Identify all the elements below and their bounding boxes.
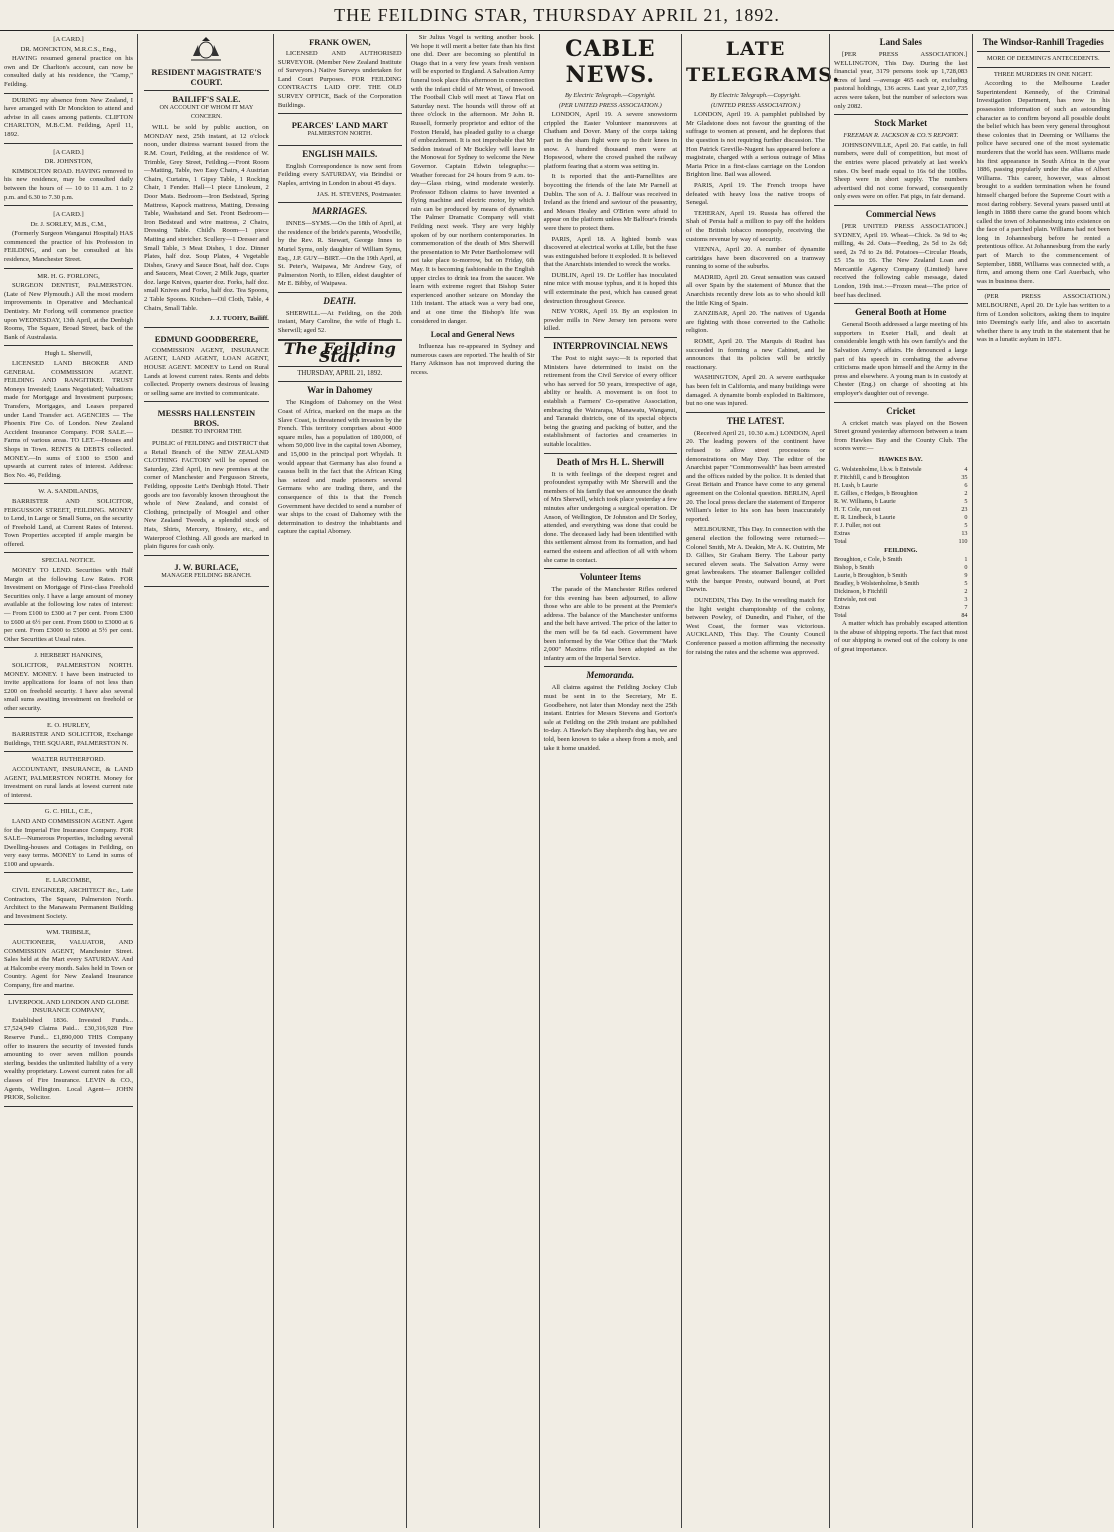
runs: 7 [964, 604, 968, 612]
ad-title: Hugh L. Sherwill, [44, 350, 93, 358]
ad-title: WM. TRIBBLE, [46, 929, 91, 937]
left-ad [4, 349, 133, 484]
left-ad [4, 34, 133, 94]
page-columns [140, 34, 1114, 1528]
mails-sign: JAS. H. STEVENS, Postmaster. [316, 190, 402, 198]
column-late-telegrams [681, 34, 840, 1528]
cable-item: PARIS, April 18. A lighted bomb was discovered at electrical works at Lille, but the fuse was extinguished before it exploded. It is believed that the Anarchists intended to wreck the works. [543, 235, 678, 269]
late-banner: LATE TELEGRAMS. [686, 38, 840, 86]
hallenstein-title: MESSRS HALLENSTEIN BROS. [157, 408, 256, 429]
column-local [406, 34, 539, 1528]
cricket-score-row [834, 490, 967, 498]
ad-title: DR. MONCKTON, M.R.C.S., Eng., [20, 45, 117, 53]
ad-body: Established 1836. Invested Funds... £7,524,949 Claims Paid... £30,316,928 Fire Reserve Fund... £1,890,000 THIS Company offer to insurers the security of invested funds amounting to over seven million pounds sterling, besides the unlimited liability of a very wealthy proprietary. Lowest current rates for all classes of Fire Insurance. LEVIN & CO., Agents, Wellington. Local Agent— JOHN PRIOR, Solicitor. [4, 1016, 133, 1102]
stock-title: Stock Market [874, 118, 928, 129]
batsman: Broughton, c Cole, b Smith [834, 556, 903, 564]
deeming-footer: (PER PRESS ASSOCIATION.) MELBOURNE, April 20. Dr Lyle has written to a firm of London solicitors, asking them to inquire into Deeming's early life, and also to ascertain whether there is any truth in the statement that he was in a lunatic asylum in 1871. [976, 293, 1110, 344]
cricket-score-row [834, 556, 967, 564]
batsman: Bradley, b Wolstenholme, b Smith [834, 580, 919, 588]
runs: 5 [964, 521, 968, 529]
runs: 3 [964, 596, 968, 604]
deeming-sub2: THREE MURDERS IN ONE NIGHT. [993, 70, 1093, 78]
court-title: RESIDENT MAGISTRATE'S COURT. [151, 67, 262, 87]
cable-item: DUBLIN, April 19. Dr Loffler has inoculated nine mice with mouse typhus, and it is hoped this will exterminate the pest, which has caused great destruction throughout Greece. [543, 271, 678, 305]
telegram-item: VIENNA, April 20. A number of dynamite cartridges have been discovered on a tramway running to some of the suburbs. [686, 246, 826, 271]
deeming-body: According to the Melbourne Leader Superintendent Kennedy, of the Criminal Investigation Department, has now in his possession information of such an astounding character as to confirm beyond all possible doubt the belief which has been very general throughout these colonies that in Deeming or Williams the police have secured one of the most systematic murderers that the world has seen. Williams made his first appearance in South Africa in the year 1886, passing popularly under the alias of Albert Williams. This career, however, was almost brought to a sudden termination when he found himself charged before the Supreme Court with a most daring robbery. Several years passed until at length in 1888 there came the grand boom which called the town of Johannesburg into existence on the face of a parched plain. Williams had not been long in Johannesburg before he rented a pretentious office. At Johannesburg from the early part of March to the commencement of September, 1888, Williams was connected with, a firm, and among them one Carl Auerbach, who was in business there. [976, 80, 1110, 285]
runs: 0 [964, 564, 968, 572]
deeming-sub1: MORE OF DEEMING'S ANTECEDENTS. [986, 55, 1100, 62]
batsman: E. Gillies, c Hedges, b Broughton [834, 489, 918, 497]
ad-body: BARRISTER AND SOLICITOR, Exchange Buildings, THE SQUARE, PALMERSTON N. [4, 731, 133, 747]
ad-title: G. C. HILL, C.E., [44, 808, 93, 816]
paper-lead: War in Dahomey [307, 385, 373, 396]
batsman: G. Wolstenholme, l.b.w. b Entwisle [834, 465, 922, 473]
volunteer-title: Volunteer Items [579, 572, 641, 583]
left-ad [4, 876, 133, 925]
column-deeming [972, 34, 1114, 1528]
commercial-body: [PER UNITED PRESS ASSOCIATION.] SYDNEY, April 19. Wheat—Chick. 3s 9d to 4s; milling, 4s 2d. Oats—Feeding, 2s 5d to 2s 6d; seed, 2s 7d to 2s 8d. Potatoes—Circular Heads, £5 15s to £6. The New Zealand Loan and Mercantile Agency Company (Limited) have received the following cable message, dated London, 19th inst.:—Frozen meat—The price of beef has declined. [834, 222, 968, 299]
cricket-tail: A matter which has probably escaped attention is the abuse of shipping reports. The fact that most of our shipping is owned out of the colony is one of great importance. [834, 620, 968, 653]
court-sub: BAILIFF'S SALE. [172, 94, 241, 104]
ad-body: CIVIL ENGINEER, ARCHITECT &c., Late Contractors, The Square, Palmerston North. Architect to the Manawatu Permanent Building and Investment Society. [4, 887, 133, 920]
cable-item: NEW YORK, April 19. By an explosion in powder mills in New Jersey ten persons were killed. [543, 308, 678, 333]
cricket-title: Cricket [886, 405, 916, 416]
cricket-score-row [834, 564, 967, 572]
ad-title: SPECIAL NOTICE. [41, 557, 96, 565]
telegram-item: LONDON, April 19. A pamphlet published by Mr Gladstone does not favour the granting of the suffrage to women at present, and he deplores that the question is not requiring further discussion. The Hon Patrick Greville-Nugent has appeared before a magistrate, charged with a serious outrage of Miss Maria Price in a first-class carriage on the London Brighton line. Bail was allowed. [686, 111, 826, 179]
late-byline: By Electric Telegraph.—Copyright. [710, 92, 801, 99]
ad-title: W. A. SANDILANDS, [38, 488, 99, 496]
cricket-team1: HAWKES BAY. [878, 455, 923, 463]
left-ad [4, 928, 133, 994]
batsman: Total [834, 537, 847, 545]
batsman: H. T. Cole, run out [834, 505, 881, 513]
left-ad [4, 998, 133, 1107]
pearces-title: PEARCES' LAND MART [291, 120, 388, 131]
runs: 84 [961, 612, 968, 620]
ad-tag: [A CARD.] [53, 211, 84, 219]
goodberere-body: COMMISSION AGENT, INSURANCE AGENT, LAND AGENT, LOAN AGENT, HOUSE AGENT. MONEY to Lend on Rural Lands at lowest current rates. Rents and debts collected. Property owners desirous of leasing or selling same are invited to communicate. [144, 346, 269, 397]
ad-body: (Formerly Surgeon Wanganui Hospital) HAS commenced the practice of his Profession in FEILDING, and can be consulted at his residence, Manchester Street. [4, 230, 133, 264]
runs: 5 [964, 497, 968, 505]
ad-title: Dr. J. SORLEY, M.B., C.M., [30, 220, 107, 228]
telegram-item: ROME, April 20. The Marquis di Rudini has succeeded in forming a new Cabinet, and he announces that its policies will be strictly reactionary. [686, 338, 826, 371]
cricket-score-row [834, 588, 967, 596]
left-ad [4, 487, 133, 553]
runs: 2 [964, 588, 968, 596]
batsman: H. Lush, b Laurie [834, 481, 878, 489]
memo-title: Memoranda. [586, 670, 635, 681]
batsman: Dickinson, b Fitchfill [834, 588, 888, 596]
runs: 13 [961, 529, 968, 537]
ad-body: DURING my absence from New Zealand, I have arranged with Dr Monckton to attend and advise in all cases among patients. CLIFTON CHARLTON, M.B.C.M. Feilding, April 11, 1892. [4, 96, 133, 138]
left-ad-column [0, 34, 138, 1528]
ad-title: E. O. HURLEY, [47, 721, 90, 729]
ad-body: LAND AND COMMISSION AGENT. Agent for the Imperial Fire Insurance Company. FOR SALE—Numerous Properties, including several Dwelling-houses and Cottages in Feilding, on very easy terms. MONEY to Lend in sums of £100 and upwards. [4, 817, 133, 868]
latest-body: (Received April 21, 10.30 a.m.) LONDON, April 20. The leading powers of the continent have refused to allow street processions or demonstrations on May Day. The editor of the Anarchist paper "Commonwealth" has been arrested and the offices raided by the police. It is denied that Great Britain and France have come to any general agreement on the Colonial question. BERLIN, April 20. The local press declare the statement of Emperor William's letter to his son has been inaccurately reported. [686, 429, 826, 523]
ad-body: KIMBOLTON ROAD. HAVING removed to his new residence, may be consulted daily between the hours of — 10 to 11 a.m. 1 to 2 p.m. and 6.30 to 7.30 p.m. [4, 167, 133, 201]
ad-title: E. LARCOMBE, [45, 877, 92, 885]
cricket-intro: A cricket match was played on the Bowen Street ground yesterday afternoon between a team from Hawkes Bay and the County Club. The scores were:— [834, 419, 968, 453]
volunteer-body: The parade of the Manchester Rifles ordered for this evening has been adjourned, to allow those who are able to be present at the Premier's address. The balance of the Manchester uniforms and the belt have arrived. The price of the latter to the men will be 6s 6d each. Government have been informed by the War Office that the "Mark 2,000" Maxims rifle has been adopted as the infantry arm of the Imperial Service. [543, 586, 678, 662]
hallenstein-sub: DESIRE TO INFORM THE [171, 428, 242, 436]
ad-body: SURGEON DENTIST, PALMERSTON. (Late of New Plymouth.) All the most modern improvements in Operative and Mechanical Dentistry. Mr Forlong will commence practice upon WEDNESDAY, 13th April, at the Denbigh Rooms, The Square, Broad Street, back of the Bank of Australasia. [4, 282, 133, 341]
left-ad [4, 556, 133, 648]
ad-tag: [A CARD.] [53, 36, 84, 43]
left-ad [4, 147, 133, 207]
cricket-score-row [834, 522, 967, 530]
local-body: Sir Julius Vogel is writing another book. We hope it will merit a better fate than his first one did. Deer are becoming so plentiful in Otago that in a very few years fresh venison will be exported to England. A Salvation Army funeral took place this afternoon in connection with the infant child of Mr Wrest, of Inwood. The Football Club will meet at Tawa Flat on Saturday next. The hounds will throw off at three o'clock in the afternoon. Mr John R. Russell, formerly proprietor and editor of the Foxton Herald, has pleaded guilty to a charge of embezzlement. It is not improbable that Mr Seddon instead of Mr Buckley will leave in the Monowai for Sydney to welcome the New Governor. Captain Edwin telegraphs:—Weather forecast for 24 hours from 9 a.m. to-day—Glass rising, wind moderate westerly. Professor Edison claims to have invented a flying machine and electric motor, by which rain can be produced by means of dynamite. The Palmer Dramatic Company will visit Feilding next week. They are very highly spoken of by our northern contemporaries. In commemoration of the death of Mrs Sherwill the presentation to Mr Peter Bartholomew will not take place to-morrow, but on Friday, 6th May. It is becoming fashionable in the English upper circles to drink tea from the saucer. We learn with extreme regret that Bishop Suter experienced another seizure on Monday the 11th instant. The attack was a very bad one, and at one time the Bishop's life was considered in danger. [410, 34, 535, 325]
court-notice: ON ACCOUNT OF WHOM IT MAY CONCERN. [159, 104, 254, 120]
pearces-sub: PALMERSTON NORTH. [307, 130, 373, 138]
column-court [140, 34, 273, 1528]
cable-byline: By Electric Telegraph.—Copyright. [564, 92, 656, 99]
court-sign: J. J. TUOHY, Bailiff. [209, 315, 269, 323]
latest-title: THE LATEST. [726, 415, 785, 426]
cable-item: LONDON, April 19. A severe snowstorm crippled the Easter Volunteer manœuvres at Chatham and Dover. Many of the corps taking part in the sham fight were up to their knees in snow. A hundred thousand men were at Hopswood, where the crowd pushed the railway platform fearing that a storm was setting in. [543, 111, 678, 170]
ad-title: LIVERPOOL AND LONDON AND GLOBE INSURANCE COMPANY, [8, 998, 129, 1015]
ad-body: LICENSED LAND BROKER AND GENERAL COMMISSION AGENT. FEILDING AND RANGITIKEI. TRUST Moneys Invested; Loans Negotiated; Valuations made for Mortgage and Investment purposes; Transfers, Mortgages, and Leases prepared under Land Transfer act. AGENCIES — The Phoenix Fire Co. of London. New Zealand Accident Insurance Company. FOR SALE.—Farms of various areas. TO LET.—Houses and Shops in Town. RENTS & DEBTS collected. MONEY.—In sums of £100 to £500 and upwards at current rates of interest. Address: Box No. 46, Feilding. [4, 360, 133, 479]
runs: 110 [958, 537, 968, 545]
ad-body: MONEY TO LEND. Securities with Half Margin at the following Low Rates. FOR Investment on Mortgage of First-class Freehold Securities only. I have a large amount of money available at the following low rates of interest:— From £100 to £300 at 7 per cent. From £300 to £600 at 6½ per cent. From £600 to £3000 at 6 per cent. From £3000 to £5000 at 5½ per cent. Other Securities at Usual rates. [4, 567, 133, 643]
burlace-title: J. W. BURLACE, [174, 561, 239, 572]
cricket-score-row [834, 498, 967, 506]
hallenstein-body: PUBLIC of FEILDING and DISTRICT that a Retail Branch of the NEW ZEALAND CLOTHING FACTORY will be opened on Saturday, 23rd April, in new premises at the corner of Manchester and Fergusson Streets, Feilding, opposite Lett's Denbigh Hotel. Their goods are too favorably known throughout the whole of New Zealand, and consist of Clothing, principally of Mosgiel and other New Zealand Tweeds, a splendid stock of Hats, Shirts, Mercery, Hosiery, etc., and Waterproof Clothing. All goods are marked in plain figures for cash only. [144, 440, 269, 551]
cricket-score-row [834, 466, 967, 474]
batsman: Extras [834, 529, 850, 537]
sherwill-death-title: Death of Mrs H. L. Sherwill [556, 456, 664, 467]
runs: 1 [964, 556, 968, 564]
batsman: Total [834, 612, 847, 620]
court-body: WILL be sold by public auction, on MONDAY next, 25th instant, at 12 o'clock noon, under distress warrant issued from the R.M. Court, Feilding, at the residence of W. Trimble, Grey Street, Feilding.—Front Room—Matting, Table, two Easy Chairs, 4 Austrian Chairs, Curtains, 1 Gipsy Table, 1 Rocking Chair, 1 Fender. Hall—1 piece Linoleum, 2 Door Mats. Bedroom—Iron Bedstead, Spring Mattress, Kapock mattress, Matting, Dressing Table, Washstand and Set. Front Bedroom—Iron Bedstead and wire mattress, 2 Chairs, Dressing Table. Child's Room—1 piece Matting and stretcher. Scullery—1 Dresser and Small Table, 3 Meat Dishes, 1 doz. Dinner Plates, half doz. Soup Plates, 4 Vegetable Dishes, Gravy and Sauce Boat, half doz. Cups and Saucers, Meat Cover, 2 Milk Jugs, quarter doz. large Knives, quarter doz. Forks, half doz. small Knives and Forks, half doz. Tea Spoons, 2 Table Spoons. Kitchen—Oil Cloth, Table, 4 Chairs, Small Table. [144, 124, 269, 312]
batsman: E. R. Lindbeck, b Laurie [834, 513, 896, 521]
column-owen [273, 34, 406, 1528]
cricket-score-row [834, 506, 967, 514]
batsman: Bishop, b Smith [834, 564, 875, 572]
cable-item: It is reported that the anti-Parnellites are boycotting the friends of the late Mr Parnell at Dublin. The son of A. J. Balfour was received in Ireland as the friend and saviour of the peasantry, and Messrs Healey and O'Brien were afraid to appear on the platform unless Mr Balfour's friends were there to protect them. [543, 173, 678, 232]
goodberere-title: EDMUND GOODBERERE, [154, 333, 259, 344]
batsman: F. Fitchfill, c and b Broughton [834, 473, 909, 481]
cricket-score-row [834, 580, 967, 588]
batsman: Entwisle, not out [834, 596, 877, 604]
stock-body: JOHNSONVILLE, April 20. Fat cattle, in full numbers, were dull of competition, but most of the entries were placed privately at last week's rates. Ox beef made equal to 16s 6d the 100lbs. Sheep were in short supply. The numbers advertised did not come forward, consequently only ewes were on offer. Fat pigs, in fair demand. [834, 141, 968, 201]
late-assoc: (UNITED PRESS ASSOCIATION.) [710, 101, 801, 109]
runs: 5 [964, 580, 968, 588]
left-ad [4, 272, 133, 347]
ad-tag: [A CARD.] [53, 148, 84, 156]
left-ad [4, 721, 133, 753]
paper-date: THURSDAY, APRIL 21, 1892. [297, 369, 383, 377]
column-markets [829, 34, 971, 1528]
telegram-item: PARIS, April 19. The French troops have defeated with heavy loss the native troops of Senegal. [686, 181, 826, 207]
cable-assoc: (PER UNITED PRESS ASSOCIATION.) [558, 101, 662, 109]
telegram-item: WASHINGTON, April 20. A severe earthquake has been felt in California, and many buildings were damaged. A dynamite bomb exploded in Baltimore, but no one was injured. [686, 374, 826, 408]
deeming-title: The Windsor-Ranhill Tragedies [982, 37, 1104, 47]
owen-title: FRANK OWEN, [309, 37, 371, 47]
cricket-score-row [834, 572, 967, 580]
batsman: R. W. Williams, b Laurie [834, 497, 896, 505]
marriages-title: MARRIAGES. [312, 206, 368, 217]
interprov-body: The Post to night says:—It is reported that Ministers have determined to insist on the retirement from the Civil Service of every officer who has served for 50 years, irrespective of age, ability or health. A movement is on foot to establish a Farmers' Co-operative Association, embracing the Wairarapa, Manawatu, Wanganui, and Taranaki districts, one of its special objects being the grazing and packing of butter, and the establishment of factories and creameries in suitable localities. [543, 355, 678, 448]
runs: 9 [964, 572, 968, 580]
royal-crest-icon [189, 36, 223, 62]
cricket-team2: FEILDING. [884, 546, 918, 554]
owen-body: LICENSED AND AUTHORISED SURVEYOR. (Member New Zealand Institute of Surveyors.) Native Surveys undertaken for Land Court Purposes. FOR FEILDING CONTRACTS LAID OFF. THE OLD SURVEY OFFICE, Back of the Corporation Buildings. [277, 50, 402, 109]
booth-body: General Booth addressed a large meeting of his supporters in Exeter Hall, and dealt at considerable length with his own family's and the Salvation Army's affairs. He denounced a large part of his speech in combating the adverse criticisms made upon himself and the Army in the press and elsewhere. A young man is in custody at Chester (Eng.) on charge of shooting at his employer's daughter out of revenge. [834, 321, 968, 397]
booth-title: General Booth at Home [855, 307, 947, 318]
runs: 23 [961, 505, 968, 513]
cricket-score-row [834, 514, 967, 522]
ad-body: SOLICITOR, PALMERSTON NORTH. MONEY. MONEY. I have been instructed to invite applications for loans of not less than £200 on freehold security. I have also several small sums awaiting investment on freehold or other security. [4, 662, 133, 712]
column-cable [539, 34, 681, 1528]
runs: 4 [964, 465, 968, 473]
runs: 6 [964, 481, 968, 489]
cricket-score-row [834, 612, 967, 620]
landsales-title: Land Sales [879, 37, 922, 47]
death-body: SHERWILL.—At Feilding, on the 20th instant, Mary Caroline, the wife of Hugh L. Sherwill; aged 52. [277, 309, 402, 335]
mails-body: English Correspondence is now sent from Feilding every SATURDAY, via Brindisi or Naples, arriving in London in about 45 days. [277, 162, 402, 187]
death-title: DEATH. [323, 295, 357, 306]
ad-title: MR. H. G. FORLONG, [37, 272, 100, 280]
ad-title: WALTER RUTHERFORD. [31, 756, 106, 764]
local-news-title: Local and General News [430, 330, 515, 340]
burlace-sub: MANAGER FEILDING BRANCH. [161, 571, 252, 579]
cricket-score-row [834, 482, 967, 490]
masthead-title: THE FEILDING STAR, THURSDAY APRIL 21, 1892. [334, 4, 780, 25]
left-ad [4, 651, 133, 717]
left-ad [4, 807, 133, 873]
paper-body: The Kingdom of Dahomey on the West Coast of Africa, marked on the maps as the Slave Coast, is threatened with invasion by the French. This territory comprises about 4000 square miles, has a population of 180,000, of whom 50,000 live in the capital town Abomey, and 15,000 in the principal port Whydah. It would appear that Germany has also found a causus belli in the fact that the African King has seized and made prisoners several Germans who are trading there, and the consequence of this is that the French Government have decided to send a number of war ships to the coast of Dahomey with the determination to destroy the inhabitants and capture the capital Abomey. [277, 399, 402, 536]
commercial-title: Commercial News [865, 208, 936, 219]
ad-title: J. HERBERT HANKINS, [34, 652, 103, 660]
marriages-body: INNES—SYMS.—On the 18th of April, at the residence of the bride's parents, Woodville, by the Rev. R. Stewart, George Innes to Muriel Syms, only daughter of William Syms, Esq., J.P. GUY—BIRT.—On the 19th April, at St. Peter's, Waipawa, Mr Andrew Guy, of Palmerston North, to Ellen, eldest daughter of Mr E. Bibby, of Waipawa. [277, 220, 402, 288]
left-ad [4, 209, 133, 269]
runs: 2 [964, 489, 968, 497]
cricket-score-row [834, 538, 967, 546]
cricket-score-row [834, 596, 967, 604]
ad-title: DR. JOHNSTON, [44, 158, 93, 166]
sherwill-death-body: It is with feelings of the deepest regret and profoundest sympathy with Mr Sherwill and the members of his family that we announce the death of Mrs Sherwill, which took place yesterday a few minutes after undergoing a surgical operation. Dr Anson, of Wellington, Dr Johnston and Dr Sorley, attended, and everything was done that could be done. The deceased lady had been identified with this settlement almost from its formation, and had earned the esteem and affection of all with whom she came in contact. [543, 470, 678, 564]
cable-banner: CABLE NEWS. [565, 36, 656, 88]
dunedin-body: DUNEDIN, This Day. In the wrestling match for the light weight championship of the colony, between Powley, of Dunedin, and Fisher, of the West Coast, the former was victorious. AUCKLAND, This Day. The County Council Conference passed a motion affirming the necessity for raising the rates and the scheme was approved. [686, 597, 826, 656]
local-tail: Influenza has re-appeared in Sydney and numerous cases are reported. The health of Sir Harry Atkinson has not improved during the recess. [410, 343, 535, 376]
runs: 0 [964, 513, 968, 521]
telegram-item: ZANZIBAR, April 20. The natives of Uganda are fighting with those converted to the Catholic religion. [686, 310, 826, 335]
ad-body: BARRISTER AND SOLICITOR, FERGUSSON STREET, FEILDING. MONEY to Lend, in Large or Small Sums, on the security of Freehold Land, at Current Rates of Interest. Town Properties accepted if ample margin be offered. [4, 497, 133, 548]
ad-body: HAVING resumed general practice on his own and Dr Charlton's account, can now be consulted daily at his residence, the "Camp," Feilding. [4, 55, 133, 88]
memo-body: All claims against the Feilding Jockey Club must be sent in to the Secretary, Mr E. Goodbehere, not later than Monday next the 25th instant. Entries for Messrs Stevens and Gorton's sale at Feilding on the 29th instant are published to-day. A Hawke's Bay shepherd's dog has, we are told, been known to take a sheep from a mob, and take it home unaided. [543, 684, 678, 752]
batsman: F. J. Fuller, not out [834, 521, 881, 529]
melbourne-body: MELBOURNE, This Day. In connection with the general election the following were returned:—Colonel Smith, Mr A. Deakin, Mr A. K. Outtrim, Mr D. Gillies, Sir Graham Berry. The Labour party secured eleven seats. The Salvation Army were great lawbreakers. The steamer Ballenger collided with the barque Presto, outward bound, at Port Darwin. [686, 526, 826, 594]
masthead [0, 0, 1114, 31]
batsman: Laurie, b Broughton, b Smith [834, 572, 907, 580]
cricket-score-row [834, 604, 967, 612]
telegram-item: TEHERAN, April 19. Russia has offered the Shah of Persia half a million to pay off the holders of the British tobacco monopoly, receiving the customs revenue by way of security. [686, 209, 826, 243]
mails-title: ENGLISH MAILS. [302, 148, 378, 159]
batsman: Extras [834, 604, 850, 612]
interprov-title: INTERPROVINCIAL NEWS [552, 341, 668, 352]
cricket-score-row [834, 530, 967, 538]
left-ad [4, 755, 133, 804]
cricket-score-row [834, 474, 967, 482]
paper-name: The Feilding Star. [283, 338, 396, 367]
ad-body: AUCTIONEER, VALUATOR, AND COMMISSION AGENT, Manchester Street. Sales held at the Mart every SATURDAY. And at Halcombe every month. Sales held in Town or Country. Agent for New Zealand Insurance Company, fire and marine. [4, 939, 133, 989]
ad-body: ACCOUNTANT, INSURANCE, & LAND AGENT, PALMERSTON NORTH. Money for investment on rural lands at lowest current rate of interest. [4, 765, 133, 799]
runs: 35 [961, 473, 968, 481]
landsales-body: [PER PRESS ASSOCIATION.] WELLINGTON, This Day. During the last financial year, 3179 persons took up 1,728,083 acres of land —average 465 each or, excluding pastoral holdings, 136 acres. Last year 2,107,735 acres were taken, but the number of selectors was only 2082. [834, 51, 968, 110]
telegram-item: MADRID, April 20. Great sensation was caused all over Spain by the statement of Munoz that the Anarchists recently drew lots as to who should kill the little King of Spain. [686, 273, 826, 307]
left-ad [4, 97, 133, 144]
stock-sub: FREEMAN R. JACKSON & CO.'S REPORT. [843, 132, 959, 140]
